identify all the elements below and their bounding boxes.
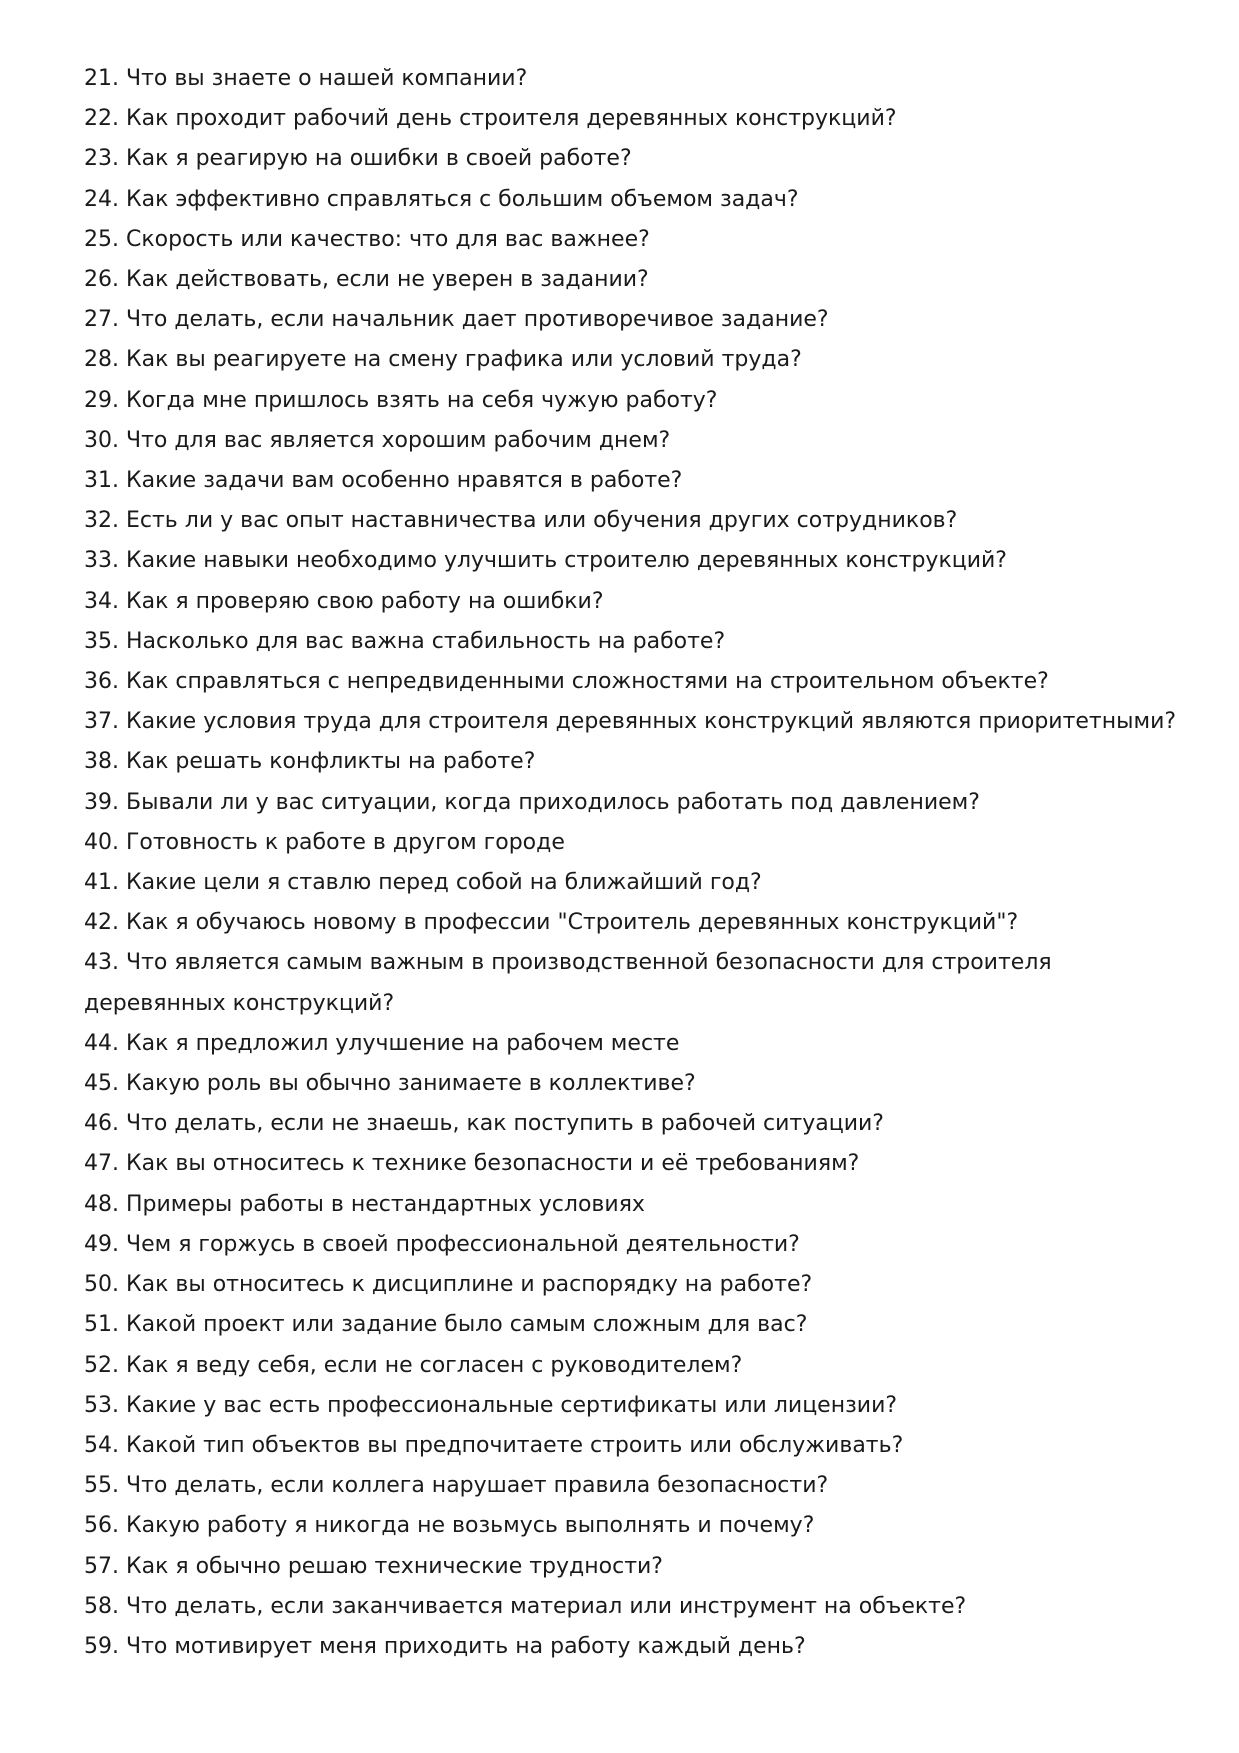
question-item: 58. Что делать, если заканчивается материал или инструмент на объекте?	[84, 1593, 967, 1619]
question-item: 51. Какой проект или задание было самым сложным для вас?	[84, 1312, 808, 1338]
question-item: 38. Как решать конфликты на работе?	[84, 749, 536, 775]
question-item: 56. Какую работу я никогда не возьмусь выполнять и почему?	[84, 1513, 815, 1539]
question-item: 54. Какой тип объектов вы предпочитаете строить или обслуживать?	[84, 1432, 904, 1458]
question-item: 57. Как я обычно решаю технические трудности?	[84, 1553, 663, 1579]
question-item: 47. Как вы относитесь к технике безопасности и её требованиям?	[84, 1151, 860, 1177]
question-item: 53. Какие у вас есть профессиональные сертификаты или лицензии?	[84, 1392, 898, 1418]
question-item: 28. Как вы реагируете на смену графика или условий труда?	[84, 347, 802, 373]
question-item: 37. Какие условия труда для строителя деревянных конструкций являются приоритетными?	[84, 709, 1177, 735]
question-item: 40. Готовность к работе в другом городе	[84, 829, 565, 855]
question-item: 24. Как эффективно справляться с большим объемом задач?	[84, 186, 799, 212]
question-item: 23. Как я реагирую на ошибки в своей работе?	[84, 146, 632, 172]
question-item: 48. Примеры работы в нестандартных условиях	[84, 1191, 645, 1217]
question-item: 55. Что делать, если коллега нарушает правила безопасности?	[84, 1473, 829, 1499]
question-item: 52. Как я веду себя, если не согласен с руководителем?	[84, 1352, 743, 1378]
question-item: 44. Как я предложил улучшение на рабочем месте	[84, 1030, 680, 1056]
question-item: 26. Как действовать, если не уверен в задании?	[84, 267, 649, 293]
question-item: 34. Как я проверяю свою работу на ошибки?	[84, 588, 604, 614]
question-list	[84, 59, 1194, 1667]
question-item: 41. Какие цели я ставлю перед собой на ближайший год?	[84, 870, 762, 896]
question-item: 21. Что вы знаете о нашей компании?	[84, 66, 528, 91]
question-item: 42. Как я обучаюсь новому в профессии "Строитель деревянных конструкций"?	[84, 910, 1019, 936]
question-item: 35. Насколько для вас важна стабильность на работе?	[84, 628, 726, 654]
question-item: 32. Есть ли у вас опыт наставничества или обучения других сотрудников?	[84, 508, 958, 534]
question-item: 29. Когда мне пришлось взять на себя чужую работу?	[84, 387, 718, 413]
question-item: 33. Какие навыки необходимо улучшить строителю деревянных конструкций?	[84, 548, 1007, 574]
question-item: 39. Бывали ли у вас ситуации, когда приходилось работать под давлением?	[84, 789, 980, 815]
question-item: 31. Какие задачи вам особенно нравятся в работе?	[84, 468, 683, 494]
question-item: 30. Что для вас является хорошим рабочим днем?	[84, 427, 671, 453]
question-item: 43. Что является самым важным в производственной безопасности для строителя деревянных конструкций?	[84, 950, 1052, 1016]
question-item: 46. Что делать, если не знаешь, как поступить в рабочей ситуации?	[84, 1111, 884, 1137]
question-item: 50. Как вы относитесь к дисциплине и распорядку на работе?	[84, 1272, 813, 1298]
question-item: 45. Какую роль вы обычно занимаете в коллективе?	[84, 1071, 696, 1097]
question-item: 36. Как справляться с непредвиденными сложностями на строительном объекте?	[84, 669, 1049, 695]
question-item: 49. Чем я горжусь в своей профессиональной деятельности?	[84, 1231, 800, 1257]
question-item: 27. Что делать, если начальник дает противоречивое задание?	[84, 307, 829, 333]
question-item: 25. Скорость или качество: что для вас важнее?	[84, 226, 650, 252]
question-item: 59. Что мотивирует меня приходить на работу каждый день?	[84, 1633, 806, 1659]
question-item: 22. Как проходит рабочий день строителя деревянных конструкций?	[84, 106, 897, 132]
